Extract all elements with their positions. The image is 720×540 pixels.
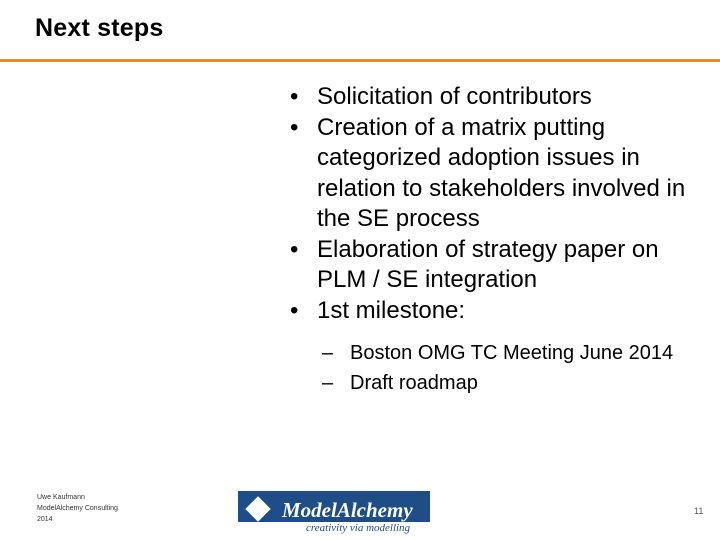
logo-tagline: creativity via modelling [306, 522, 411, 534]
bullet-item [288, 235, 708, 296]
logo-wordmark: ModelAlchemy [282, 498, 413, 522]
bullet-text: Elaboration of strategy paper on PLM / SE integration [317, 235, 659, 293]
footer-author: Uwe Kaufmann [37, 494, 85, 501]
sub-bullet-item [322, 341, 702, 366]
logo-banner [238, 491, 430, 522]
bullet-marker: • [290, 113, 299, 141]
modelalchemy-logo [238, 488, 430, 536]
page-number: 11 [694, 506, 704, 516]
bullet-text: Solicitation of contributors [317, 83, 592, 110]
sub-bullet-marker: – [322, 372, 334, 394]
bullet-marker: • [290, 235, 299, 263]
sub-bullet-text: Draft roadmap [350, 372, 478, 394]
bullet-item [288, 82, 708, 113]
bullet-marker: • [290, 83, 299, 110]
bullet-list [288, 82, 708, 326]
title-divider [0, 59, 720, 62]
bullet-marker: • [290, 296, 299, 324]
bullet-text: 1st milestone: [317, 296, 466, 324]
bullet-item [288, 113, 708, 235]
sub-bullet-list [322, 341, 702, 401]
diamond-icon [245, 496, 270, 521]
bullet-text: Creation of a matrix putting categorized adoption issues in relation to stakeholders involved in the SE process [317, 113, 686, 232]
bullet-item [288, 296, 708, 327]
footer-company: ModelAlchemy Consulting [37, 505, 118, 512]
footer-year: 2014 [37, 516, 53, 523]
sub-bullet-item [322, 371, 702, 396]
sub-bullet-text: Boston OMG TC Meeting June 2014 [350, 342, 674, 364]
footer-credits [37, 492, 118, 525]
slide-title: Next steps [35, 14, 164, 42]
sub-bullet-marker: – [322, 342, 334, 364]
